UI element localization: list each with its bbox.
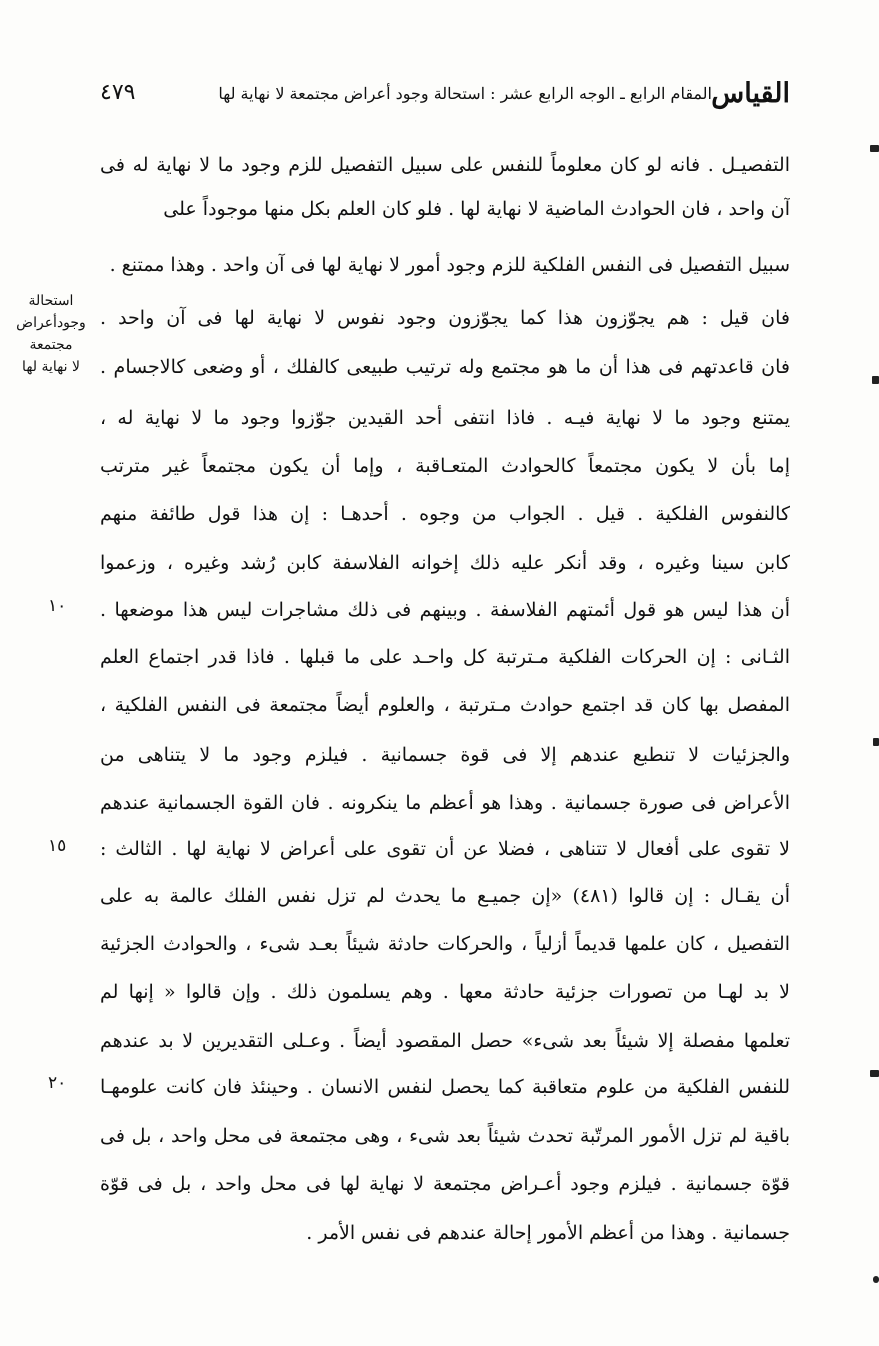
text-line: تعلمها مفصلة إلا شيئاً بعد شىء» حصل المقصود أيضاً . وعـلى التقديرين لا بد عندهم xyxy=(100,1030,790,1052)
line-number: ١٥ xyxy=(48,836,67,856)
scan-mark xyxy=(872,376,879,384)
text-line: التفصيـل . فانه لو كان معلوماً للنفس على سبيل التفصيل للزم وجود ما لا نهاية له فى xyxy=(100,154,790,176)
text-line: آن واحد ، فان الحوادث الماضية لا نهاية لها . فلو كان العلم بكل منها موجوداً على xyxy=(163,198,790,220)
text-line: فان قيل : هم يجوّزون هذا كما يجوّزون وجود نفوس لا نهاية لها فى آن واحد . xyxy=(100,307,790,329)
text-line: والجزئيات لا تنطبع عندهم إلا فى قوة جسمانية . فيلزم وجود ما لا يتناهى من xyxy=(100,744,790,766)
scan-mark xyxy=(873,738,879,746)
scan-mark xyxy=(873,1276,879,1283)
text-line: إما بأن لا يكون مجتمعاً كالحوادث المتعـاقبة ، وإما أن يكون مجتمعاً غير مترتب xyxy=(100,455,790,477)
margin-note xyxy=(16,290,86,378)
text-line: أن يقـال : إن قالوا (٤٨١) «إن جميـع ما يحدث لم تزل نفس الفلك عالمة به على xyxy=(100,885,790,907)
page-header xyxy=(100,78,790,118)
text-line: فان قاعدتهم فى هذا أن ما هو مجتمع وله ترتيب طبيعى كالفلك ، أو وضعى كالاجسام . xyxy=(100,356,790,378)
text-line: باقية لم تزل الأمور المرتّبة تحدث شيئاً بعد شىء ، وهى مجتمعة فى محل واحد ، بل فى xyxy=(100,1125,790,1147)
page-number: ٤٧٩ xyxy=(100,80,136,105)
text-line: لا بد لهـا من تصورات جزئية حادثة معها . وهم يسلمون ذلك . وإن قالوا « إنها لم xyxy=(100,981,790,1003)
text-line: كابن سينا وغيره ، وقد أنكر عليه ذلك إخوانه الفلاسفة كابن رُشد وغيره ، وزعموا xyxy=(100,552,790,574)
book-title: القياس xyxy=(711,78,790,109)
text-line: سبيل التفصيل فى النفس الفلكية للزم وجود أمور لا نهاية لها فى آن واحد . وهذا ممتنع . xyxy=(109,254,790,276)
text-line: كالنفوس الفلكية . قيل . الجواب من وجوه . أحدهـا : إن هذا قول طائفة منهم xyxy=(100,503,790,525)
line-number: ١٠ xyxy=(48,596,67,616)
running-title: المقام الرابع ـ الوجه الرابع عشر : استحالة وجود أعراض مجتمعة لا نهاية لها xyxy=(218,84,712,103)
text-line: الأعراض فى صورة جسمانية . وهذا هو أعظم ما ينكرونه . فان القوة الجسمانية عندهم xyxy=(100,792,790,814)
text-line: لا تقوى على أفعال لا تتناهى ، فضلا عن أن تقوى على أعراض لا نهاية لها . الثالث : xyxy=(100,838,790,860)
text-line: يمتنع وجود ما لا نهاية فيـه . فاذا انتفى أحد القيدين جوّزوا وجود ما لا نهاية له ، xyxy=(100,407,790,429)
text-line: التفصيل ، كان علمها قديماً أزلياً ، والحركات حادثة شيئاً بعـد شىء ، والحوادث الجزئية xyxy=(100,933,790,955)
line-number: ٢٠ xyxy=(48,1073,67,1093)
text-line: للنفس الفلكية من علوم متعاقبة كما يحصل لنفس الانسان . وحينئذ فان كانت علومهـا xyxy=(100,1076,790,1098)
scan-mark xyxy=(870,1070,879,1077)
text-line: قوّة جسمانية . فيلزم وجود أعـراض مجتمعة لا نهاية لها فى محل واحد ، بل فى قوّة xyxy=(100,1173,790,1195)
scan-mark xyxy=(870,145,879,152)
text-line: أن هذا ليس هو قول أئمتهم الفلاسفة . وبينهم فى ذلك مشاجرات ليس هذا موضعها . xyxy=(100,599,790,621)
text-line: الثـانى : إن الحركات الفلكية مـترتبة كل واحـد على ما قبلها . فاذا قدر اجتماع العلم xyxy=(100,646,790,668)
margin-note-line: مجتمعة xyxy=(29,337,73,353)
margin-note-line: استحالة xyxy=(28,293,74,309)
margin-note-line: وجودأعراض xyxy=(16,315,86,331)
margin-note-line: لا نهاية لها xyxy=(22,359,80,375)
text-line: جسمانية . وهذا من أعظم الأمور إحالة عندهم فى نفس الأمر . xyxy=(306,1222,790,1244)
text-line: المفصل بها كان قد اجتمع حوادث مـترتبة ، والعلوم أيضاً مجتمعة فى النفس الفلكية ، xyxy=(100,694,790,716)
